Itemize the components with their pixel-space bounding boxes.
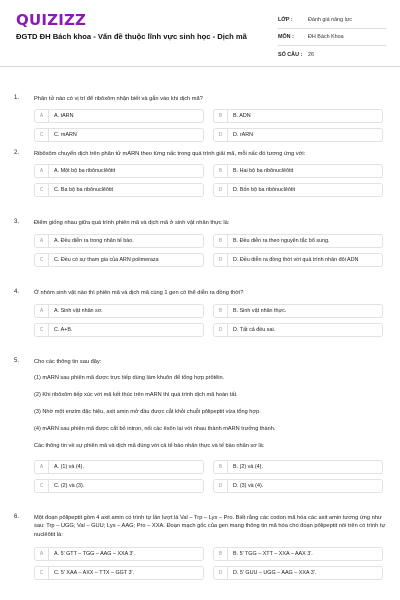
option-c[interactable] [34, 566, 204, 580]
option-letter: A [35, 305, 49, 317]
option-c[interactable] [34, 128, 204, 142]
option-letter: D [214, 480, 228, 492]
option-c[interactable] [34, 479, 204, 493]
option-a[interactable] [34, 164, 204, 178]
quizizz-logo: QUIZIZZ [16, 11, 87, 29]
statement-prompt: Các thông tin về sự phiên mã và dịch mã đúng với cả tế bào nhân thực và tế bào nhân sơ là: [34, 443, 265, 449]
option-text: D. (3) và (4). [233, 483, 264, 489]
option-text: D. Đều diễn ra đồng thời với quá trình nhân đôi ADN [233, 257, 359, 263]
option-letter: B [214, 165, 228, 177]
option-letter: C [35, 129, 49, 141]
worksheet-meta [278, 12, 386, 63]
question-number: 4. [14, 289, 20, 295]
option-text: D. rARN [233, 132, 254, 138]
option-b[interactable] [213, 234, 383, 248]
question-number: 1. [14, 95, 20, 101]
worksheet-title: ĐGTD ĐH Bách khoa - Vấn đề thuộc lĩnh vực sinh học - Dịch mã [16, 32, 247, 41]
option-letter: D [214, 254, 228, 266]
question-text: Ở nhóm sinh vật nào thì phiên mã và dịch mã cùng 1 gen có thể diễn ra đồng thời? [34, 290, 244, 296]
option-letter: B [214, 110, 228, 122]
option-text: A. Sinh vật nhân sơ. [54, 308, 103, 314]
option-text: A. 5' GTT – TGG – AAG – XXA 3'. [54, 551, 135, 557]
question-text: Phân tử nào có vị trí để ribôxôm nhận biết và gắn vào khi dịch mã? [34, 96, 203, 102]
option-letter: C [35, 567, 49, 579]
option-text: A. tARN [54, 113, 74, 119]
option-text: A. Một bộ ba ribônuclêôtit [54, 168, 116, 174]
option-c[interactable] [34, 183, 204, 197]
question-text: Điểm giống nhau giữa quá trình phiên mã và dịch mã ở sinh vật nhân thực là: [34, 220, 230, 226]
option-b[interactable] [213, 460, 383, 474]
question-number: 2. [14, 150, 20, 156]
option-d[interactable] [213, 183, 383, 197]
option-a[interactable] [34, 109, 204, 123]
option-text: B. 5' TGG – XTT – XXA – AAX 3'. [233, 551, 313, 557]
option-c[interactable] [34, 323, 204, 337]
option-b[interactable] [213, 547, 383, 561]
option-letter: A [35, 461, 49, 473]
meta-row-class [278, 12, 386, 29]
option-a[interactable] [34, 234, 204, 248]
option-letter: D [214, 184, 228, 196]
meta-value: Đánh giá năng lực [308, 17, 353, 23]
meta-key: SỐ CÂU : [278, 51, 303, 58]
option-text: D. Tất cả đều sai. [233, 327, 276, 333]
option-text: C. 5' XAA – AXX – TTX – GGT 3'. [54, 570, 135, 576]
option-letter: B [214, 461, 228, 473]
option-d[interactable] [213, 253, 383, 267]
option-text: B. ADN [233, 113, 251, 119]
option-letter: C [35, 324, 49, 336]
option-text: A. Đều diễn ra trong nhân tế bào. [54, 238, 134, 244]
option-letter: D [214, 324, 228, 336]
option-text: D. 5' GUU – UGG – AAG – XXA 3'. [233, 570, 317, 576]
option-text: C. Ba bộ ba ribônuclêôtit [54, 187, 114, 193]
option-b[interactable] [213, 109, 383, 123]
question-text: Một đoạn pôlipeptit gồm 4 axit amin có trình tự lần lượt là Val – Trp – Lys – Pro. Biết rằng các codon mã hóa các axit amin tương ứng như sau: Trp – UGG; Val – GUU; Lys – AAG; Pro – XXA. Đoạn mạch gốc của gen mang thông tin mã hóa cho đoạn pôlipeptit nói trên có trình tự nuclêôtit là: [34, 515, 386, 538]
option-letter: B [214, 305, 228, 317]
statement-1: (1) mARN sau phiên mã được trực tiếp dùng làm khuôn để tổng hợp prôtêin. [34, 375, 225, 381]
option-text: C. (2) và (3). [54, 483, 85, 489]
statement-2: (2) Khi ribôxôm tiếp xúc với mã kết thúc trên mARN thì quá trình dịch mã hoàn tất. [34, 392, 238, 398]
question-number: 3. [14, 219, 20, 225]
statement-4: (4) mARN sau phiên mã được cắt bỏ intron, nối các êxôn lại với nhau thành mARN trưởng thành. [34, 426, 276, 432]
option-letter: C [35, 480, 49, 492]
option-text: B. Sinh vật nhân thực. [233, 308, 287, 314]
option-d[interactable] [213, 128, 383, 142]
question-number: 6. [14, 514, 20, 520]
option-text: B. Đều diễn ra theo nguyên tắc bổ sung. [233, 238, 330, 244]
option-letter: D [214, 567, 228, 579]
option-text: C. Đều có sự tham gia của ARN polimeraza [54, 257, 159, 263]
meta-value: 26 [308, 51, 314, 58]
option-text: D. Bốn bộ ba ribônuclêôtit [233, 187, 296, 193]
option-c[interactable] [34, 253, 204, 267]
header-divider [0, 66, 400, 67]
option-text: C. A+B. [54, 327, 73, 333]
option-letter: D [214, 129, 228, 141]
option-letter: A [35, 110, 49, 122]
option-text: A. (1) và (4). [54, 464, 84, 470]
meta-key: MÔN : [278, 34, 294, 40]
worksheet-header [0, 0, 400, 66]
option-letter: C [35, 184, 49, 196]
option-a[interactable] [34, 460, 204, 474]
question-text: Ribôxôm chuyển dịch trên phân tử mARN theo từng nấc trong quá trình giải mã, mỗi nấc đó tương ứng với: [34, 151, 306, 157]
statement-3: (3) Nhờ một enzim đặc hiệu, axit amin mở đầu được cắt khỏi chuỗi pôlipeptit vừa tổng hợp. [34, 409, 261, 415]
option-a[interactable] [34, 547, 204, 561]
option-b[interactable] [213, 164, 383, 178]
question-text: Cho các thông tin sau đây: [34, 359, 102, 365]
option-letter: B [214, 235, 228, 247]
option-letter: A [35, 548, 49, 560]
option-d[interactable] [213, 566, 383, 580]
option-text: B. Hai bộ ba ribônuclêôtit [233, 168, 294, 174]
option-letter: A [35, 165, 49, 177]
option-a[interactable] [34, 304, 204, 318]
option-text: C. mARN [54, 132, 77, 138]
option-d[interactable] [213, 479, 383, 493]
option-letter: A [35, 235, 49, 247]
question-number: 5. [14, 358, 20, 364]
meta-row-subject [278, 29, 386, 46]
option-letter: B [214, 548, 228, 560]
option-letter: C [35, 254, 49, 266]
option-d[interactable] [213, 323, 383, 337]
meta-key: LỚP : [278, 17, 293, 23]
option-text: B. (2) và (4). [233, 464, 263, 470]
meta-row-question-count [278, 46, 386, 63]
option-b[interactable] [213, 304, 383, 318]
meta-value: ĐH Bách Khoa [308, 34, 344, 40]
